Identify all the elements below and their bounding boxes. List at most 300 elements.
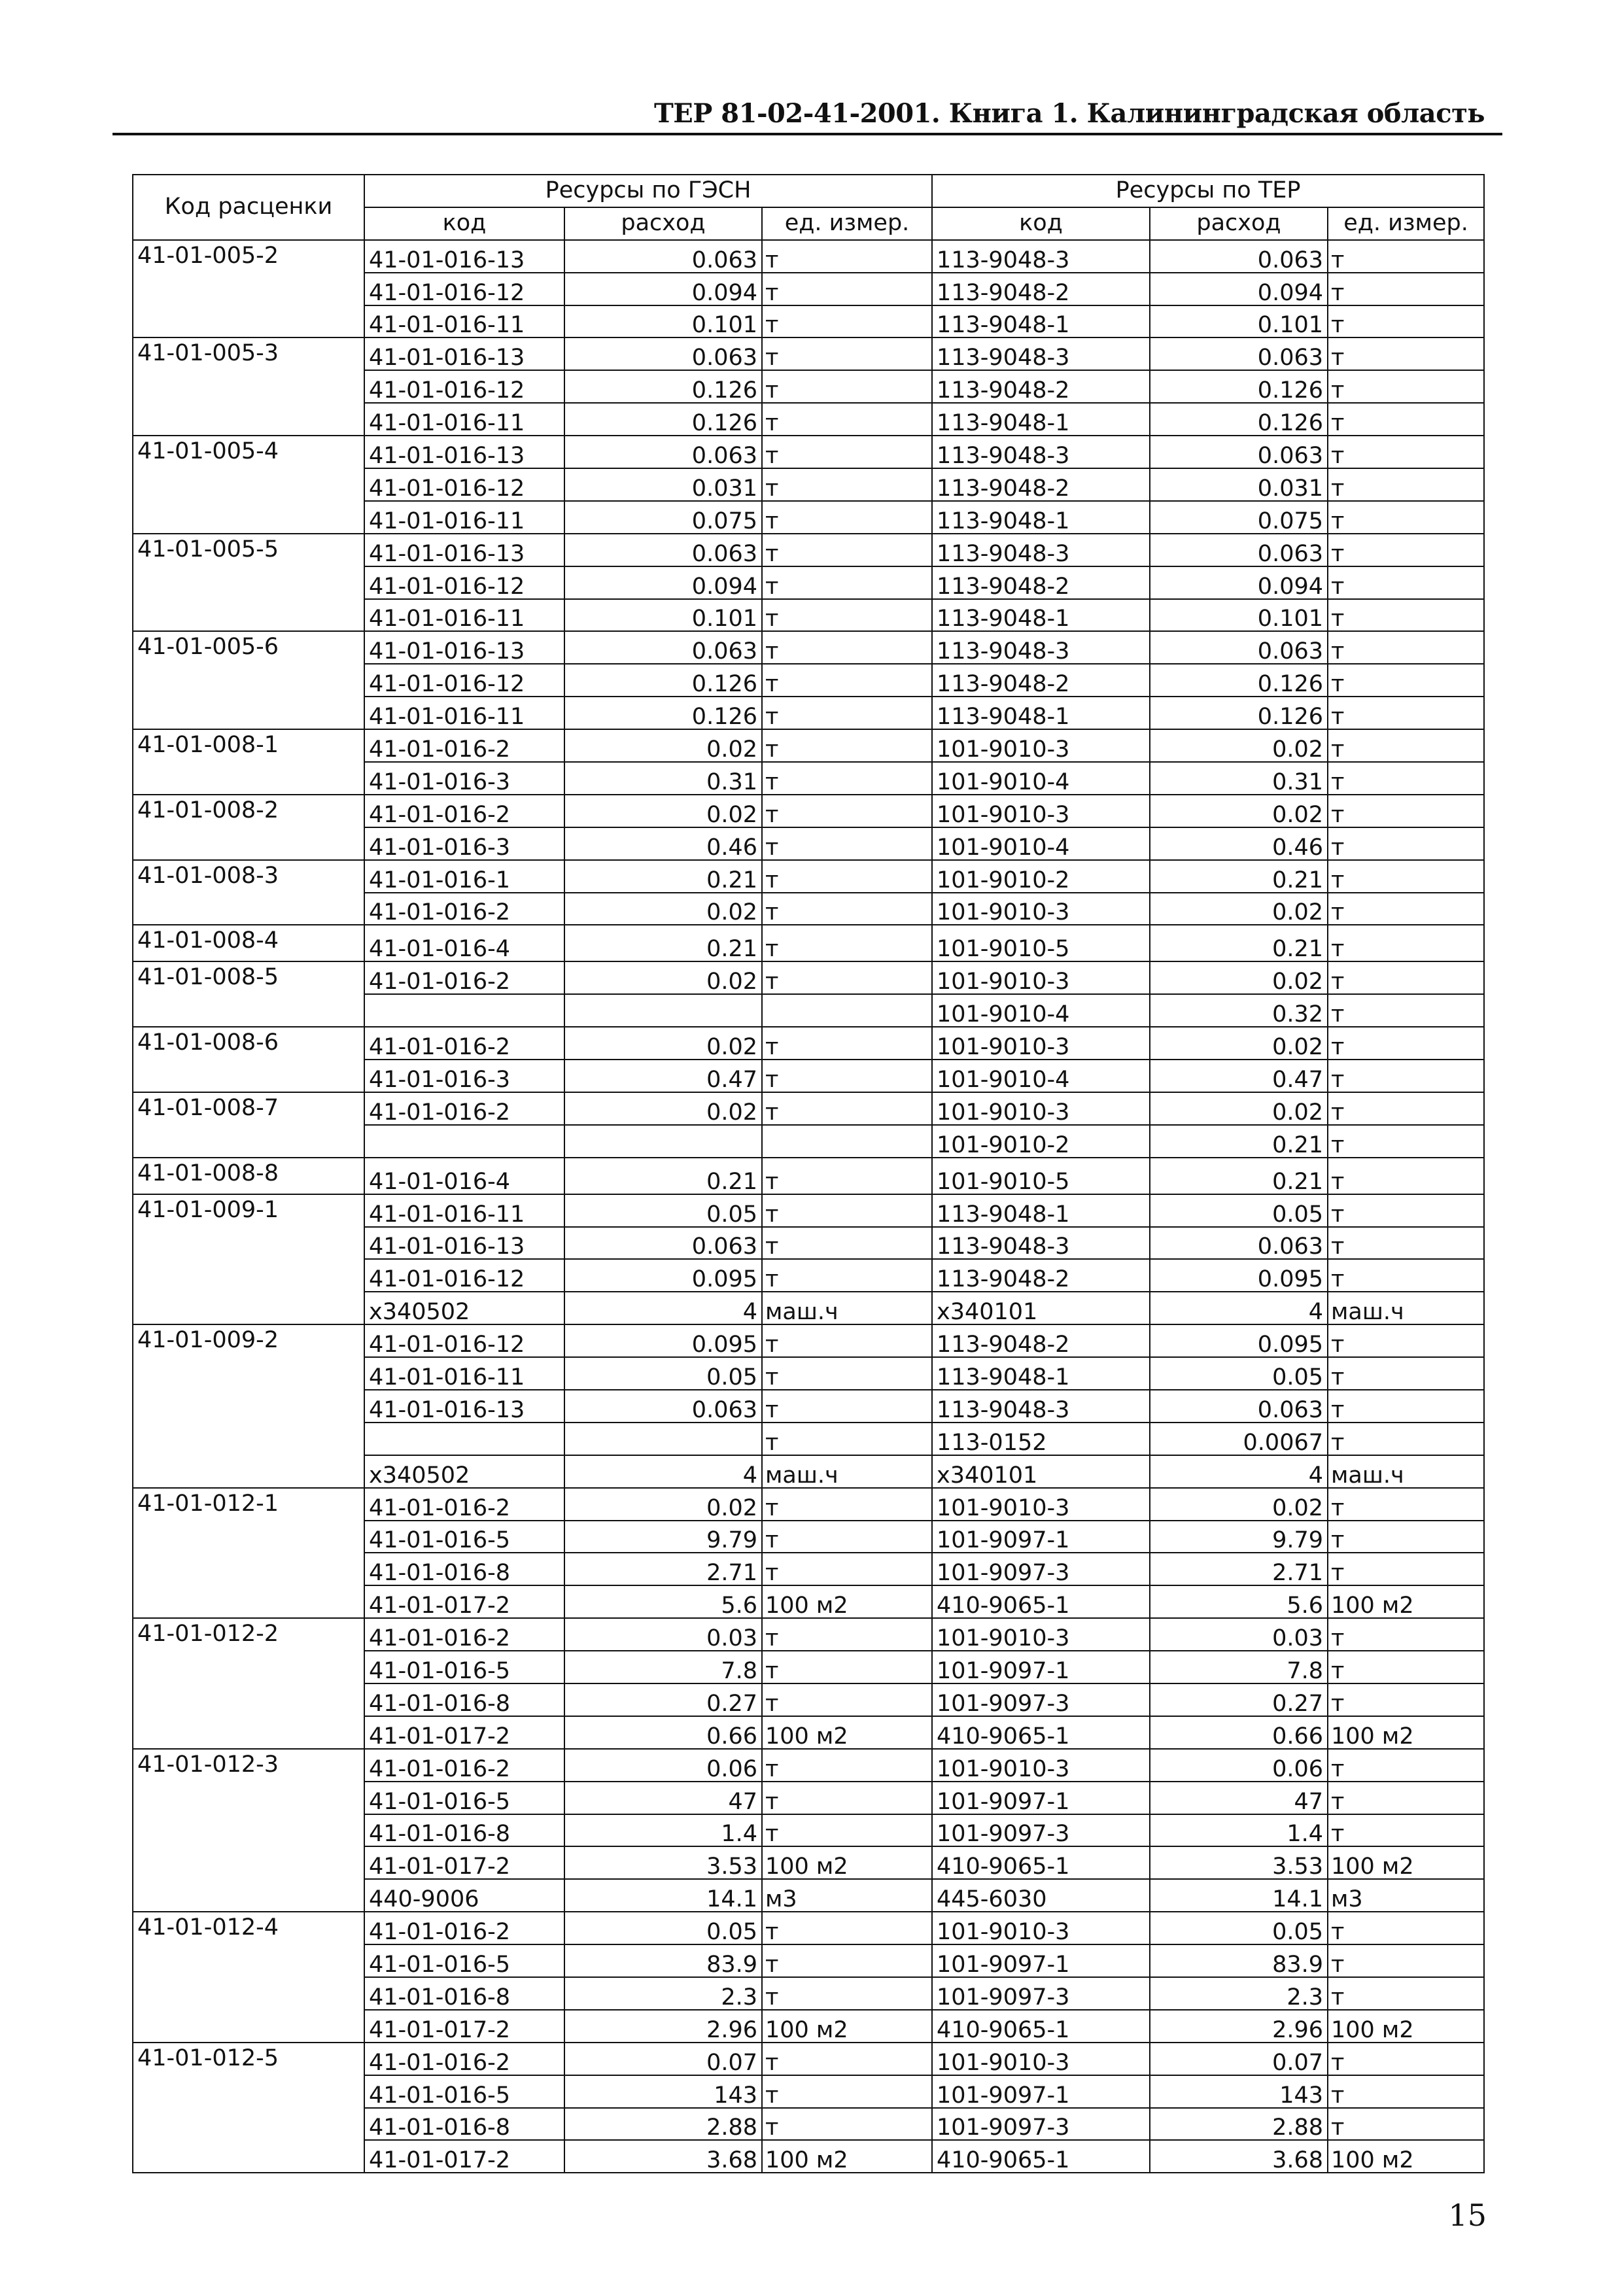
- gesn-code-cell: 41-01-016-3: [364, 762, 564, 795]
- ter-unit-cell: 100 м2: [1328, 2140, 1484, 2173]
- ter-code-cell: 113-9048-1: [932, 599, 1150, 632]
- gesn-code-cell: х340502: [364, 1292, 564, 1324]
- ter-unit-cell: т: [1328, 1912, 1484, 1944]
- gesn-rate-cell: 0.101: [564, 599, 762, 632]
- ter-unit-cell: т: [1328, 2108, 1484, 2141]
- gesn-code-cell: 440-9006: [364, 1879, 564, 1912]
- gesn-code-cell: 41-01-016-2: [364, 1092, 564, 1125]
- gesn-unit-cell: т: [762, 566, 932, 599]
- gesn-code-cell: 41-01-016-5: [364, 2075, 564, 2108]
- ter-unit-cell: т: [1328, 468, 1484, 501]
- ter-rate-cell: 0.32: [1150, 994, 1328, 1027]
- rate-code-cell: 41-01-005-6: [133, 631, 364, 729]
- gesn-code-cell: 41-01-016-13: [364, 436, 564, 468]
- gesn-code-cell: 41-01-016-2: [364, 1749, 564, 1782]
- table-row: [133, 631, 1484, 664]
- ter-rate-cell: 14.1: [1150, 1879, 1328, 1912]
- gesn-unit-cell: т: [762, 664, 932, 697]
- table-row: [133, 961, 1484, 994]
- ter-unit-cell: т: [1328, 337, 1484, 370]
- ter-code-cell: 113-9048-2: [932, 566, 1150, 599]
- gesn-unit-cell: т: [762, 1651, 932, 1683]
- gesn-unit-cell: т: [762, 2043, 932, 2075]
- gesn-rate-cell: 2.96: [564, 2010, 762, 2043]
- gesn-unit-cell: т: [762, 305, 932, 338]
- rate-code-cell: 41-01-009-2: [133, 1324, 364, 1487]
- ter-unit-cell: т: [1328, 1125, 1484, 1158]
- ter-unit-cell: т: [1328, 370, 1484, 403]
- ter-code-cell: 113-9048-1: [932, 305, 1150, 338]
- gesn-unit-cell: т: [762, 1814, 932, 1847]
- ter-unit-cell: т: [1328, 1814, 1484, 1847]
- table-row: [133, 240, 1484, 273]
- gesn-code-cell: 41-01-016-12: [364, 1259, 564, 1292]
- ter-unit-cell: т: [1328, 1944, 1484, 1977]
- ter-rate-cell: 3.53: [1150, 1846, 1328, 1879]
- gesn-code-cell: 41-01-016-5: [364, 1782, 564, 1814]
- ter-unit-cell: т: [1328, 599, 1484, 632]
- gesn-unit-cell: 100 м2: [762, 1716, 932, 1749]
- gesn-unit-cell: т: [762, 925, 932, 961]
- ter-code-cell: 113-9048-2: [932, 1324, 1150, 1357]
- gesn-rate-cell: 0.094: [564, 273, 762, 305]
- gesn-rate-cell: 0.21: [564, 1158, 762, 1194]
- ter-code-cell: 101-9010-3: [932, 1092, 1150, 1125]
- ter-code-cell: 113-9048-1: [932, 501, 1150, 534]
- ter-code-cell: 101-9010-3: [932, 1749, 1150, 1782]
- gesn-rate-cell: 0.063: [564, 631, 762, 664]
- ter-unit-cell: т: [1328, 1651, 1484, 1683]
- ter-unit-cell: т: [1328, 2043, 1484, 2075]
- gesn-rate-cell: 0.031: [564, 468, 762, 501]
- gesn-unit-cell: т: [762, 403, 932, 436]
- gesn-rate-cell: 0.126: [564, 697, 762, 729]
- table-header: [133, 175, 1484, 240]
- rate-code-cell: 41-01-012-5: [133, 2043, 364, 2173]
- ter-rate-cell: 0.095: [1150, 1259, 1328, 1292]
- ter-unit-cell: маш.ч: [1328, 1292, 1484, 1324]
- ter-rate-cell: 0.063: [1150, 1390, 1328, 1423]
- table-row: [133, 1749, 1484, 1782]
- gesn-code-cell: 41-01-016-13: [364, 631, 564, 664]
- ter-code-cell: 101-9097-1: [932, 1521, 1150, 1553]
- gesn-code-cell: [364, 1423, 564, 1455]
- gesn-rate-cell: 0.06: [564, 1749, 762, 1782]
- ter-rate-cell: 0.02: [1150, 1092, 1328, 1125]
- ter-code-cell: 101-9010-3: [932, 795, 1150, 827]
- ter-code-cell: 113-9048-2: [932, 1259, 1150, 1292]
- ter-code-cell: 101-9097-3: [932, 1553, 1150, 1585]
- ter-rate-cell: 7.8: [1150, 1651, 1328, 1683]
- gesn-rate-cell: 0.095: [564, 1259, 762, 1292]
- gesn-code-cell: 41-01-016-12: [364, 566, 564, 599]
- table-row: [133, 1194, 1484, 1227]
- gesn-code-cell: 41-01-017-2: [364, 1846, 564, 1879]
- gesn-rate-cell: 0.66: [564, 1716, 762, 1749]
- gesn-unit-cell: т: [762, 961, 932, 994]
- ter-unit-cell: т: [1328, 664, 1484, 697]
- gesn-code-cell: 41-01-016-11: [364, 501, 564, 534]
- gesn-code-cell: 41-01-016-11: [364, 1194, 564, 1227]
- gesn-unit-cell: т: [762, 273, 932, 305]
- ter-unit-cell: т: [1328, 994, 1484, 1027]
- gesn-unit-cell: 100 м2: [762, 1846, 932, 1879]
- rate-code-cell: 41-01-012-2: [133, 1618, 364, 1749]
- rates-table: [132, 174, 1485, 2173]
- gesn-code-cell: 41-01-016-11: [364, 697, 564, 729]
- header-gesn-rate: расход: [564, 207, 762, 240]
- ter-code-cell: 101-9097-3: [932, 1683, 1150, 1716]
- gesn-rate-cell: 14.1: [564, 1879, 762, 1912]
- table-row: [133, 1488, 1484, 1521]
- gesn-rate-cell: 4: [564, 1292, 762, 1324]
- ter-rate-cell: 0.21: [1150, 925, 1328, 961]
- ter-unit-cell: маш.ч: [1328, 1455, 1484, 1488]
- ter-code-cell: 410-9065-1: [932, 2140, 1150, 2173]
- gesn-rate-cell: 0.063: [564, 240, 762, 273]
- ter-code-cell: 113-9048-1: [932, 1357, 1150, 1390]
- ter-unit-cell: т: [1328, 1227, 1484, 1260]
- ter-code-cell: 101-9097-3: [932, 1977, 1150, 2010]
- ter-rate-cell: 0.27: [1150, 1683, 1328, 1716]
- gesn-code-cell: 41-01-016-2: [364, 2043, 564, 2075]
- gesn-rate-cell: 0.063: [564, 1227, 762, 1260]
- ter-code-cell: 101-9097-1: [932, 1782, 1150, 1814]
- page-title: ТЕР 81-02-41-2001. Книга 1. Калининградская область: [654, 98, 1485, 129]
- rate-code-cell: 41-01-005-2: [133, 240, 364, 338]
- gesn-rate-cell: 2.71: [564, 1553, 762, 1585]
- gesn-unit-cell: [762, 1125, 932, 1158]
- ter-unit-cell: 100 м2: [1328, 1716, 1484, 1749]
- gesn-code-cell: 41-01-016-12: [364, 664, 564, 697]
- gesn-rate-cell: 0.47: [564, 1060, 762, 1092]
- gesn-unit-cell: т: [762, 1683, 932, 1716]
- gesn-rate-cell: 0.21: [564, 860, 762, 893]
- ter-unit-cell: т: [1328, 1194, 1484, 1227]
- gesn-unit-cell: [762, 994, 932, 1027]
- table-row: [133, 1092, 1484, 1125]
- ter-unit-cell: т: [1328, 1357, 1484, 1390]
- gesn-unit-cell: т: [762, 697, 932, 729]
- ter-code-cell: 113-9048-2: [932, 468, 1150, 501]
- gesn-unit-cell: т: [762, 893, 932, 925]
- ter-unit-cell: т: [1328, 1092, 1484, 1125]
- gesn-code-cell: 41-01-016-1: [364, 860, 564, 893]
- gesn-unit-cell: т: [762, 1324, 932, 1357]
- table-row: [133, 337, 1484, 370]
- gesn-unit-cell: т: [762, 1092, 932, 1125]
- gesn-rate-cell: 0.21: [564, 925, 762, 961]
- page-number: 15: [1448, 2198, 1487, 2233]
- ter-rate-cell: 1.4: [1150, 1814, 1328, 1847]
- gesn-unit-cell: т: [762, 1618, 932, 1651]
- gesn-code-cell: 41-01-016-11: [364, 403, 564, 436]
- ter-code-cell: 113-9048-2: [932, 370, 1150, 403]
- ter-rate-cell: 0.063: [1150, 436, 1328, 468]
- gesn-code-cell: 41-01-017-2: [364, 1716, 564, 1749]
- ter-rate-cell: 0.21: [1150, 1125, 1328, 1158]
- gesn-rate-cell: 4: [564, 1455, 762, 1488]
- ter-code-cell: 101-9097-3: [932, 2108, 1150, 2141]
- ter-rate-cell: 0.063: [1150, 534, 1328, 566]
- gesn-code-cell: 41-01-016-5: [364, 1944, 564, 1977]
- ter-rate-cell: 143: [1150, 2075, 1328, 2108]
- gesn-rate-cell: 0.05: [564, 1194, 762, 1227]
- gesn-code-cell: 41-01-016-11: [364, 305, 564, 338]
- ter-unit-cell: т: [1328, 1423, 1484, 1455]
- gesn-rate-cell: 1.4: [564, 1814, 762, 1847]
- gesn-code-cell: 41-01-016-2: [364, 1912, 564, 1944]
- gesn-unit-cell: т: [762, 1227, 932, 1260]
- ter-rate-cell: 0.02: [1150, 1488, 1328, 1521]
- gesn-unit-cell: т: [762, 240, 932, 273]
- ter-rate-cell: 0.47: [1150, 1060, 1328, 1092]
- gesn-rate-cell: 0.126: [564, 403, 762, 436]
- table-row: [133, 729, 1484, 762]
- ter-code-cell: 410-9065-1: [932, 1585, 1150, 1618]
- ter-rate-cell: 0.03: [1150, 1618, 1328, 1651]
- header-code: Код расценки: [133, 175, 364, 240]
- gesn-rate-cell: 0.05: [564, 1357, 762, 1390]
- ter-rate-cell: 0.031: [1150, 468, 1328, 501]
- ter-rate-cell: 83.9: [1150, 1944, 1328, 1977]
- ter-code-cell: 101-9010-2: [932, 1125, 1150, 1158]
- gesn-code-cell: 41-01-016-4: [364, 1158, 564, 1194]
- gesn-rate-cell: [564, 994, 762, 1027]
- ter-unit-cell: т: [1328, 1259, 1484, 1292]
- ter-code-cell: 101-9097-1: [932, 1651, 1150, 1683]
- gesn-unit-cell: т: [762, 729, 932, 762]
- gesn-rate-cell: 2.3: [564, 1977, 762, 2010]
- ter-code-cell: 101-9097-1: [932, 2075, 1150, 2108]
- ter-code-cell: 101-9010-2: [932, 860, 1150, 893]
- header-gesn-resources: Ресурсы по ГЭСН: [364, 175, 932, 207]
- gesn-code-cell: 41-01-016-2: [364, 729, 564, 762]
- ter-unit-cell: 100 м2: [1328, 2010, 1484, 2043]
- rate-code-cell: 41-01-008-5: [133, 961, 364, 1027]
- gesn-unit-cell: т: [762, 1357, 932, 1390]
- gesn-rate-cell: 0.07: [564, 2043, 762, 2075]
- rate-code-cell: 41-01-008-3: [133, 860, 364, 925]
- rate-code-cell: 41-01-009-1: [133, 1194, 364, 1325]
- table-row: [133, 1027, 1484, 1060]
- gesn-rate-cell: 0.02: [564, 893, 762, 925]
- ter-code-cell: 101-9010-4: [932, 1060, 1150, 1092]
- ter-unit-cell: т: [1328, 240, 1484, 273]
- gesn-unit-cell: т: [762, 501, 932, 534]
- gesn-unit-cell: т: [762, 1749, 932, 1782]
- ter-code-cell: 101-9010-4: [932, 827, 1150, 860]
- ter-rate-cell: 0.101: [1150, 599, 1328, 632]
- header-gesn-unit: ед. измер.: [762, 207, 932, 240]
- ter-rate-cell: 0.095: [1150, 1324, 1328, 1357]
- gesn-unit-cell: т: [762, 534, 932, 566]
- ter-code-cell: 113-9048-1: [932, 403, 1150, 436]
- gesn-unit-cell: т: [762, 599, 932, 632]
- table-row: [133, 1158, 1484, 1194]
- ter-rate-cell: 0.31: [1150, 762, 1328, 795]
- rate-code-cell: 41-01-012-4: [133, 1912, 364, 2043]
- gesn-rate-cell: 0.02: [564, 729, 762, 762]
- gesn-unit-cell: т: [762, 631, 932, 664]
- ter-code-cell: 113-9048-3: [932, 1227, 1150, 1260]
- table-row: [133, 1324, 1484, 1357]
- table-row: [133, 534, 1484, 566]
- ter-rate-cell: 0.02: [1150, 961, 1328, 994]
- rate-code-cell: 41-01-008-6: [133, 1027, 364, 1092]
- rate-code-cell: 41-01-008-7: [133, 1092, 364, 1158]
- table-body: [133, 240, 1484, 2173]
- table-row: [133, 1912, 1484, 1944]
- gesn-rate-cell: [564, 1423, 762, 1455]
- gesn-rate-cell: 0.31: [564, 762, 762, 795]
- gesn-rate-cell: 0.063: [564, 436, 762, 468]
- gesn-rate-cell: 0.02: [564, 1027, 762, 1060]
- gesn-code-cell: 41-01-017-2: [364, 1585, 564, 1618]
- gesn-unit-cell: т: [762, 468, 932, 501]
- ter-unit-cell: т: [1328, 1683, 1484, 1716]
- ter-code-cell: 101-9010-3: [932, 1912, 1150, 1944]
- rate-code-cell: 41-01-008-8: [133, 1158, 364, 1194]
- ter-unit-cell: т: [1328, 961, 1484, 994]
- gesn-unit-cell: т: [762, 1521, 932, 1553]
- ter-unit-cell: т: [1328, 2075, 1484, 2108]
- gesn-unit-cell: т: [762, 1944, 932, 1977]
- ter-code-cell: 410-9065-1: [932, 2010, 1150, 2043]
- ter-code-cell: 101-9010-5: [932, 1158, 1150, 1194]
- gesn-rate-cell: 0.126: [564, 370, 762, 403]
- gesn-rate-cell: 0.46: [564, 827, 762, 860]
- ter-rate-cell: 0.05: [1150, 1912, 1328, 1944]
- ter-unit-cell: т: [1328, 1324, 1484, 1357]
- rate-code-cell: 41-01-008-4: [133, 925, 364, 961]
- gesn-unit-cell: т: [762, 337, 932, 370]
- ter-rate-cell: 0.02: [1150, 893, 1328, 925]
- gesn-unit-cell: т: [762, 370, 932, 403]
- gesn-unit-cell: т: [762, 860, 932, 893]
- gesn-rate-cell: 83.9: [564, 1944, 762, 1977]
- ter-rate-cell: 0.126: [1150, 664, 1328, 697]
- gesn-code-cell: 41-01-016-2: [364, 961, 564, 994]
- ter-unit-cell: т: [1328, 893, 1484, 925]
- ter-rate-cell: 0.063: [1150, 631, 1328, 664]
- ter-unit-cell: т: [1328, 1027, 1484, 1060]
- ter-unit-cell: т: [1328, 1977, 1484, 2010]
- ter-code-cell: 101-9097-1: [932, 1944, 1150, 1977]
- ter-unit-cell: 100 м2: [1328, 1846, 1484, 1879]
- ter-code-cell: 101-9010-4: [932, 994, 1150, 1027]
- ter-code-cell: 113-9048-3: [932, 534, 1150, 566]
- ter-code-cell: 113-0152: [932, 1423, 1150, 1455]
- gesn-unit-cell: т: [762, 1060, 932, 1092]
- gesn-unit-cell: т: [762, 795, 932, 827]
- ter-rate-cell: 0.06: [1150, 1749, 1328, 1782]
- gesn-rate-cell: 3.53: [564, 1846, 762, 1879]
- ter-code-cell: 101-9010-3: [932, 893, 1150, 925]
- gesn-rate-cell: 9.79: [564, 1521, 762, 1553]
- gesn-code-cell: 41-01-016-13: [364, 1227, 564, 1260]
- header-ter-code: код: [932, 207, 1150, 240]
- gesn-code-cell: 41-01-016-2: [364, 1618, 564, 1651]
- header-ter-rate: расход: [1150, 207, 1328, 240]
- ter-rate-cell: 0.063: [1150, 240, 1328, 273]
- ter-rate-cell: 0.05: [1150, 1357, 1328, 1390]
- gesn-rate-cell: 143: [564, 2075, 762, 2108]
- rate-code-cell: 41-01-008-2: [133, 795, 364, 860]
- ter-code-cell: 113-9048-1: [932, 1194, 1150, 1227]
- ter-rate-cell: 3.68: [1150, 2140, 1328, 2173]
- ter-rate-cell: 2.71: [1150, 1553, 1328, 1585]
- gesn-rate-cell: 2.88: [564, 2108, 762, 2141]
- ter-code-cell: 101-9010-3: [932, 2043, 1150, 2075]
- gesn-rate-cell: 0.095: [564, 1324, 762, 1357]
- gesn-rate-cell: 0.05: [564, 1912, 762, 1944]
- gesn-code-cell: 41-01-016-8: [364, 1553, 564, 1585]
- ter-code-cell: 101-9010-3: [932, 961, 1150, 994]
- gesn-code-cell: 41-01-016-2: [364, 795, 564, 827]
- gesn-code-cell: 41-01-016-8: [364, 1977, 564, 2010]
- ter-code-cell: 113-9048-2: [932, 664, 1150, 697]
- ter-unit-cell: т: [1328, 534, 1484, 566]
- ter-unit-cell: 100 м2: [1328, 1585, 1484, 1618]
- gesn-code-cell: 41-01-016-2: [364, 1488, 564, 1521]
- gesn-code-cell: 41-01-017-2: [364, 2140, 564, 2173]
- ter-unit-cell: т: [1328, 1618, 1484, 1651]
- ter-rate-cell: 4: [1150, 1455, 1328, 1488]
- gesn-rate-cell: 0.063: [564, 337, 762, 370]
- gesn-code-cell: 41-01-016-2: [364, 1027, 564, 1060]
- gesn-rate-cell: 0.063: [564, 534, 762, 566]
- ter-rate-cell: 2.96: [1150, 2010, 1328, 2043]
- ter-code-cell: 113-9048-2: [932, 273, 1150, 305]
- gesn-unit-cell: т: [762, 1194, 932, 1227]
- gesn-code-cell: 41-01-016-12: [364, 1324, 564, 1357]
- ter-unit-cell: т: [1328, 436, 1484, 468]
- gesn-code-cell: 41-01-016-13: [364, 240, 564, 273]
- ter-unit-cell: т: [1328, 1060, 1484, 1092]
- gesn-unit-cell: т: [762, 1158, 932, 1194]
- gesn-unit-cell: 100 м2: [762, 2010, 932, 2043]
- ter-code-cell: 113-9048-3: [932, 240, 1150, 273]
- ter-unit-cell: т: [1328, 501, 1484, 534]
- gesn-code-cell: 41-01-016-13: [364, 534, 564, 566]
- ter-unit-cell: т: [1328, 305, 1484, 338]
- gesn-rate-cell: 0.02: [564, 795, 762, 827]
- ter-unit-cell: т: [1328, 827, 1484, 860]
- gesn-unit-cell: т: [762, 1423, 932, 1455]
- ter-unit-cell: м3: [1328, 1879, 1484, 1912]
- gesn-rate-cell: 0.101: [564, 305, 762, 338]
- ter-rate-cell: 0.07: [1150, 2043, 1328, 2075]
- ter-unit-cell: т: [1328, 273, 1484, 305]
- ter-rate-cell: 0.21: [1150, 860, 1328, 893]
- gesn-code-cell: 41-01-016-3: [364, 1060, 564, 1092]
- ter-rate-cell: 5.6: [1150, 1585, 1328, 1618]
- gesn-code-cell: х340502: [364, 1455, 564, 1488]
- ter-rate-cell: 0.02: [1150, 795, 1328, 827]
- ter-unit-cell: т: [1328, 1553, 1484, 1585]
- gesn-unit-cell: т: [762, 1027, 932, 1060]
- ter-rate-cell: 9.79: [1150, 1521, 1328, 1553]
- table-row: [133, 925, 1484, 961]
- gesn-code-cell: [364, 1125, 564, 1158]
- gesn-unit-cell: т: [762, 1259, 932, 1292]
- gesn-code-cell: 41-01-016-12: [364, 370, 564, 403]
- ter-code-cell: 113-9048-3: [932, 436, 1150, 468]
- rate-code-cell: 41-01-005-3: [133, 337, 364, 436]
- gesn-unit-cell: 100 м2: [762, 1585, 932, 1618]
- gesn-code-cell: 41-01-016-8: [364, 1814, 564, 1847]
